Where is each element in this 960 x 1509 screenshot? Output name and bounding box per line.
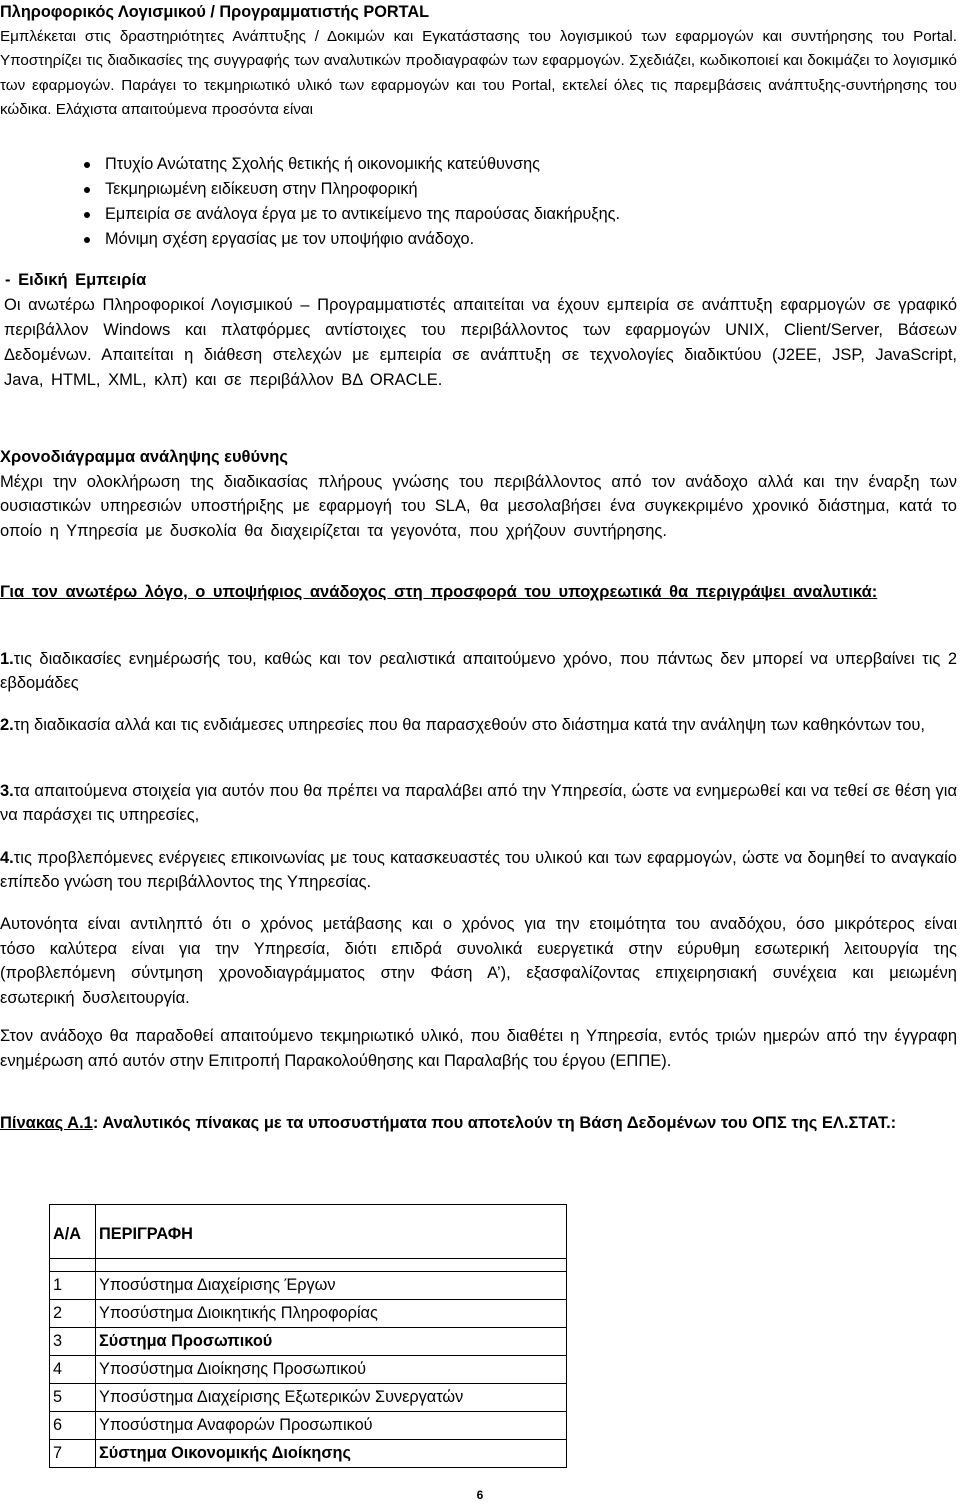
handover-paragraph: Στον ανάδοχο θα παραδοθεί απαιτούμενο τεκμηριωτικό υλικό, που διαθέτει η Υπηρεσία, εντός τριών ημερών από την έγγραφη ενημέρωση από αυτόν στην Επιτροπή Παρακολούθησης και Παραλαβής του έργου (ΕΠΠΕ). [0, 1027, 957, 1070]
bullet-icon [84, 187, 90, 193]
table-header-cell: ΠΕΡΙΓΡΑΦΗ [96, 1205, 567, 1259]
list-item: Μόνιμη σχέση εργασίας με τον υποψήφιο ανάδοχο. [105, 227, 620, 252]
list-item: Τεκμηριωμένη ειδίκευση στην Πληροφορική [105, 177, 620, 202]
experience-heading: - Ειδική Εμπειρία [5, 271, 147, 289]
experience-text: Οι ανωτέρω Πληροφορικοί Λογισμικού – Προγραμματιστές απαιτείται να έχουν εμπειρία σε ανάπτυξη εφαρμογών σε γραφικό περιβάλλον Windows και πλατφόρμες αντίστοιχες του περιβάλλοντος των εφαρμογών UNIX, Client/Server, Βάσεων Δεδομένων. Απαιτείται η διάθεση στελεχών με εμπειρία σε ανάπτυξη σε τεχνολογίες διαδικτύου (J2EE, JSP, JavaScript, Java, HTML, XML, κλπ) και σε περιβάλλον ΒΔ ORACLE. [4, 296, 957, 389]
table-row: 1 Υποσύστημα Διαχείρισης Έργων [50, 1272, 567, 1300]
table-row: 5 Υποσύστημα Διαχείρισης Εξωτερικών Συνεργατών [50, 1384, 567, 1412]
role-description: Εμπλέκεται στις δραστηριότητες Ανάπτυξης / Δοκιμών και Εγκατάστασης του λογισμικού των εφαρμογών και συντήρησης του Portal. Υποστηρίζει τις διαδικασίες της συγγραφής των αναλυτικών προδιαγραφών των εφαρμογών. Σχεδιάζει, κωδικοποιεί και δοκιμάζει το λογισμικό των εφαρμογών. Παράγει το τεκμηριωτικό υλικό των εφαρμογών και του Portal, εκτελεί όλες τις παρεμβάσεις ανάπτυξης-συντήρησης του κώδικα. Ελάχιστα απαιτούμενα προσόντα είναι [0, 27, 957, 118]
role-title: Πληροφορικός Λογισμικού / Προγραμματιστής PORTAL [0, 3, 430, 21]
table-row: 7 Σύστημα Οικονομικής Διοίκησης [50, 1440, 567, 1468]
bullet-icon [84, 212, 90, 218]
list-item: Εμπειρία σε ανάλογα έργα με το αντικείμενο της παρούσας διακήρυξης. [105, 202, 620, 227]
list-item: 1.τις διαδικασίες ενημέρωσής του, καθώς και τον ρεαλιστικά απαιτούμενο χρόνο, που πάντως δεν μπορεί να υπερβαίνει τις 2 εβδομάδες [0, 650, 957, 692]
qualifications-list [0, 152, 620, 252]
table-caption [0, 1111, 957, 1135]
table-row: 4 Υποσύστημα Διοίκησης Προσωπικού [50, 1356, 567, 1384]
table-row: 2 Υποσύστημα Διοικητικής Πληροφορίας [50, 1300, 567, 1328]
table-row: 3 Σύστημα Προσωπικού [50, 1328, 567, 1356]
list-item: Πτυχίο Ανώτατης Σχολής θετικής ή οικονομικής κατεύθυνσης [105, 152, 620, 177]
table-spacer-row [50, 1259, 567, 1272]
table-header-row [50, 1205, 567, 1259]
table-header-cell: Α/Α [50, 1205, 96, 1259]
bullet-icon [84, 162, 90, 168]
bullet-icon [84, 237, 90, 243]
schedule-heading: Χρονοδιάγραμμα ανάληψης ευθύνης [0, 448, 288, 466]
experience-section [0, 268, 957, 393]
list-item: 2.τη διαδικασία αλλά και τις ενδιάμεσες υπηρεσίες που θα παρασχεθούν στο διάστημα κατά την ανάληψη των καθηκόντων του, [0, 716, 925, 734]
table-caption-text: : Αναλυτικός πίνακας με τα υποσυστήματα που αποτελούν τη Βάση Δεδομένων του ΟΠΣ της ΕΛ.ΣΤΑΤ.: [92, 1114, 897, 1132]
role-section [0, 0, 957, 123]
schedule-section [0, 445, 957, 543]
table-row: 6 Υποσύστημα Αναφορών Προσωπικού [50, 1412, 567, 1440]
candidate-heading: Για τον ανωτέρω λόγο, ο υποψήφιος ανάδοχος στη προσφορά του υποχρεωτικά θα περιγράψει αναλυτικά: [0, 583, 878, 601]
subsystems-table [49, 1204, 567, 1468]
list-item: 4.τις προβλεπόμενες ενέργειες επικοινωνίας με τους κατασκευαστές του υλικού και των εφαρμογών, ώστε να δομηθεί το αναγκαίο επίπεδο γνώση του περιβάλλοντος της Υπηρεσίας. [0, 849, 957, 891]
table-caption-label: Πίνακας Α.1 [0, 1114, 93, 1132]
list-item: 3.τα απαιτούμενα στοιχεία για αυτόν που θα πρέπει να παραλάβει από την Υπηρεσία, ώστε να ενημερωθεί και να τεθεί σε θέση για να παράσχει τις υπηρεσίες, [0, 782, 957, 824]
schedule-text: Μέχρι την ολοκλήρωση της διαδικασίας πλήρους γνώσης του περιβάλλοντος από τον ανάδοχο αλλά και την έναρξη των ουσιαστικών υπηρεσιών υποστήριξης με εφαρμογή του SLA, θα μεσολαβήσει ένα συγκεκριμένο χρονικό διάστημα, κατά το οποίο η Υπηρεσία με δυσκολία θα διαχειρίζεται τα γεγονότα, που χρήζουν συντήρησης. [0, 472, 957, 540]
page-number: 6 [476, 1488, 484, 1502]
transition-paragraph: Αυτονόητα είναι αντιληπτό ότι ο χρόνος μετάβασης και ο χρόνος για την ετοιμότητα του αναδόχου, όσο μικρότερος είναι τόσο καλύτερα είναι για την Υπηρεσία, διότι επιδρά συνολικά ευεργετικά στην εύρυθμη εσωτερική λειτουργία της (προβλεπόμενη σύντμηση χρονοδιαγράμματος στην Φάση Α’), εξασφαλίζοντας επιχειρησιακή συνέχεια και μειωμένη εσωτερική δυσλειτουργία. [0, 915, 957, 1007]
